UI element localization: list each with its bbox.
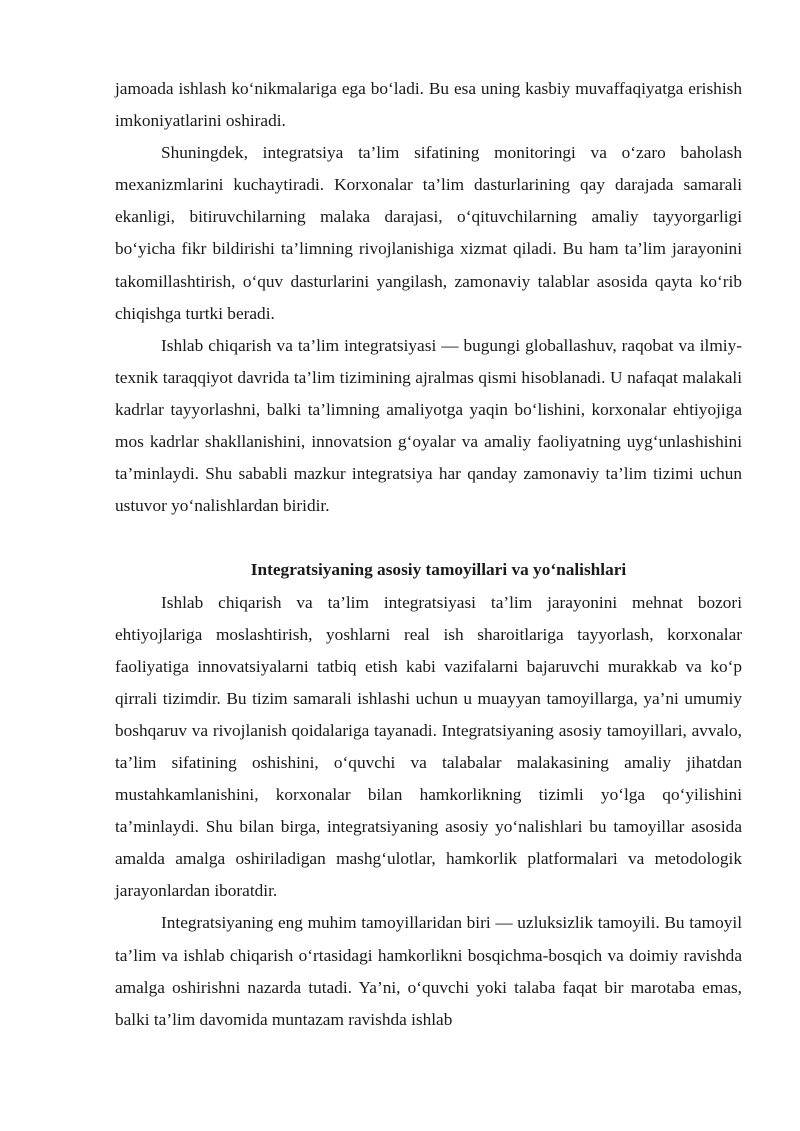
document-page xyxy=(115,73,742,1036)
section-heading: Integratsiyaning asosiy tamoyillari va yo‘nalishlari xyxy=(250,560,627,580)
body-paragraph: Shuningdek, integratsiya ta’lim sifatining monitoringi va o‘zaro baholash mexanizmlarini kuchaytiradi. Korxonalar ta’lim dasturlarining qay darajada samarali ekanligi, bitiruvchilarning malaka darajasi, o‘qituvchilarning amaliy tayyorgarligi bo‘yicha fikr bildirishi ta’limning rivojlanishiga xizmat qiladi. Bu ham ta’lim jarayonini takomillashtirish, o‘quv dasturlarini yangilash, zamonaviy talablar asosida qayta ko‘rib chiqishga turtki beradi. xyxy=(115,143,742,323)
body-paragraph: Ishlab chiqarish va ta’lim integratsiyasi ta’lim jarayonini mehnat bozori ehtiyojlariga moslashtirish, yoshlarni real ish sharoitlariga tayyorlash, korxonalar faoliyatiga innovatsiyalarni tatbiq etish kabi vazifalarni bajaruvchi murakkab va ko‘p qirrali tizimdir. Bu tizim samarali ishlashi uchun u muayyan tamoyillarga, ya’ni umumiy boshqaruv va rivojlanish qoidalariga tayanadi. Integratsiyaning asosiy tamoyillari, avvalo, ta’lim sifatining oshishini, o‘quvchi va talabalar malakasining amaliy jihatdan mustahkamlanishini, korxonalar bilan hamkorlikning tizimli yo‘lga qo‘yilishini ta’minlaydi. Shu bilan birga, integratsiyaning asosiy yo‘nalishlari bu tamoyillar asosida amalda amalga oshiriladigan mashg‘ulotlar, hamkorlik platformalari va metodologik jarayonlardan iboratdir. xyxy=(115,592,742,901)
body-paragraph: Integratsiyaning eng muhim tamoyillaridan biri — uzluksizlik tamoyili. Bu tamoyil ta’lim va ishlab chiqarish o‘rtasidagi hamkorlikni bosqichma-bosqich va doimiy ravishda amalga oshirishni nazarda tutadi. Ya’ni, o‘quvchi yoki talaba faqat bir marotaba emas, balki ta’lim davomida muntazam ravishda ishlab xyxy=(115,913,742,1029)
body-paragraph: Ishlab chiqarish va ta’lim integratsiyasi — bugungi globallashuv, raqobat va ilmiy-texnik taraqqiyot davrida ta’lim tizimining ajralmas qismi hisoblanadi. U nafaqat malakali kadrlar tayyorlashni, balki ta’limning amaliyotga yaqin bo‘lishini, korxonalar ehtiyojiga mos kadrlar shakllanishini, innovatsion g‘oyalar va amaliy faoliyatning uyg‘unlashishini ta’minlaydi. Shu sababli mazkur integratsiya har qanday zamonaviy ta’lim tizimi uchun ustuvor yo‘nalishlardan biridir. xyxy=(115,335,742,516)
blank-line xyxy=(115,522,742,554)
body-paragraph: jamoada ishlash ko‘nikmalariga ega bo‘ladi. Bu esa uning kasbiy muvaffaqiyatga erishish imkoniyatlarini oshiradi. xyxy=(115,79,742,131)
